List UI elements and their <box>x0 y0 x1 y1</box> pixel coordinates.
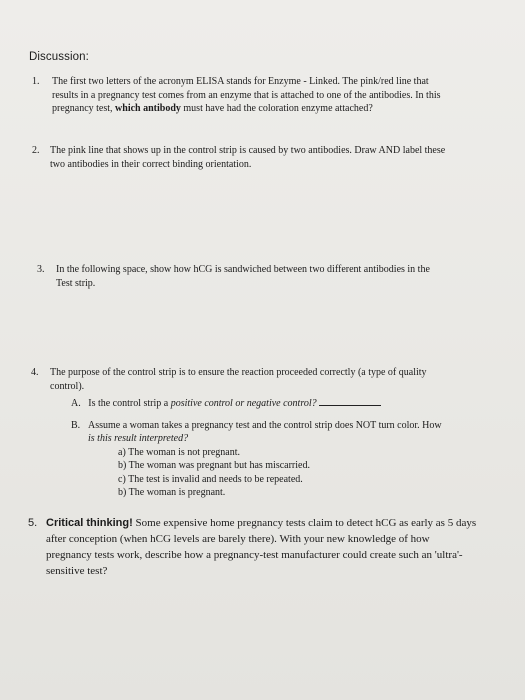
question-4a <box>71 396 491 410</box>
question-5-line-3: pregnancy tests work, describe how a pregnancy-test manufacturer could create such an 'ultra'- <box>46 549 463 561</box>
critical-thinking-label: Critical thinking! <box>46 517 133 529</box>
question-2-number: 2. <box>32 145 40 156</box>
question-4-line-1: The purpose of the control strip is to ensure the reaction proceeded correctly (a type of quality <box>50 367 427 378</box>
question-4a-italic: positive control or negative control? <box>170 398 317 409</box>
question-5-line-1-rest: Some expensive home pregnancy tests claim to detect hCG as early as 5 days <box>132 517 477 529</box>
question-1-emphasis: which antibody <box>115 103 181 114</box>
question-5-line-4: sensitive test? <box>46 565 108 577</box>
question-1-line-1: The first two letters of the acronym ELISA stands for Enzyme - Linked. The pink/red line that <box>52 76 429 87</box>
question-1-line-2: results in a pregnancy test comes from an enzyme that is attached to one of the antibodies. In this <box>52 89 441 101</box>
question-5-line-2: after conception (when hCG levels are barely there). With your new knowledge of how <box>46 533 430 545</box>
question-4-number: 4. <box>31 367 39 378</box>
question-3-number: 3. <box>37 264 45 275</box>
question-4a-label: A. <box>71 398 81 409</box>
question-1-number: 1. <box>32 76 40 87</box>
question-1-line-3 <box>52 102 502 116</box>
section-heading: Discussion: <box>29 51 89 63</box>
question-1-line-3-post: must have had the coloration enzyme attached? <box>180 103 373 114</box>
question-4a-text: Is the control strip a <box>88 398 171 409</box>
question-3-line-1: In the following space, show how hCG is sandwiched between two different antibodies in the <box>56 264 430 275</box>
question-1-line-3-pre: pregnancy test, <box>52 103 116 114</box>
question-4-line-2: control). <box>50 380 85 392</box>
option-c: c) The test is invalid and needs to be repeated. <box>118 473 303 485</box>
question-5-number: 5. <box>28 517 38 529</box>
question-4b-options <box>118 446 438 499</box>
question-2-line-1: The pink line that shows up in the control strip is caused by two antibodies. Draw AND label these <box>50 145 446 156</box>
question-4b-label: B. <box>71 420 81 431</box>
question-4b-line-2: is this result interpreted? <box>88 433 189 444</box>
question-3-line-2: Test strip. <box>56 277 96 289</box>
option-b: b) The woman was pregnant but has miscarried. <box>118 460 310 472</box>
question-4b-line-1: Assume a woman takes a pregnancy test and the control strip does NOT turn color. How <box>88 420 442 431</box>
answer-blank[interactable] <box>319 396 381 406</box>
question-5-line-1 <box>46 515 516 531</box>
option-a: a) The woman is not pregnant. <box>118 447 241 458</box>
question-2-line-2: two antibodies in their correct binding orientation. <box>50 158 252 170</box>
option-d: b) The woman is pregnant. <box>118 486 226 498</box>
